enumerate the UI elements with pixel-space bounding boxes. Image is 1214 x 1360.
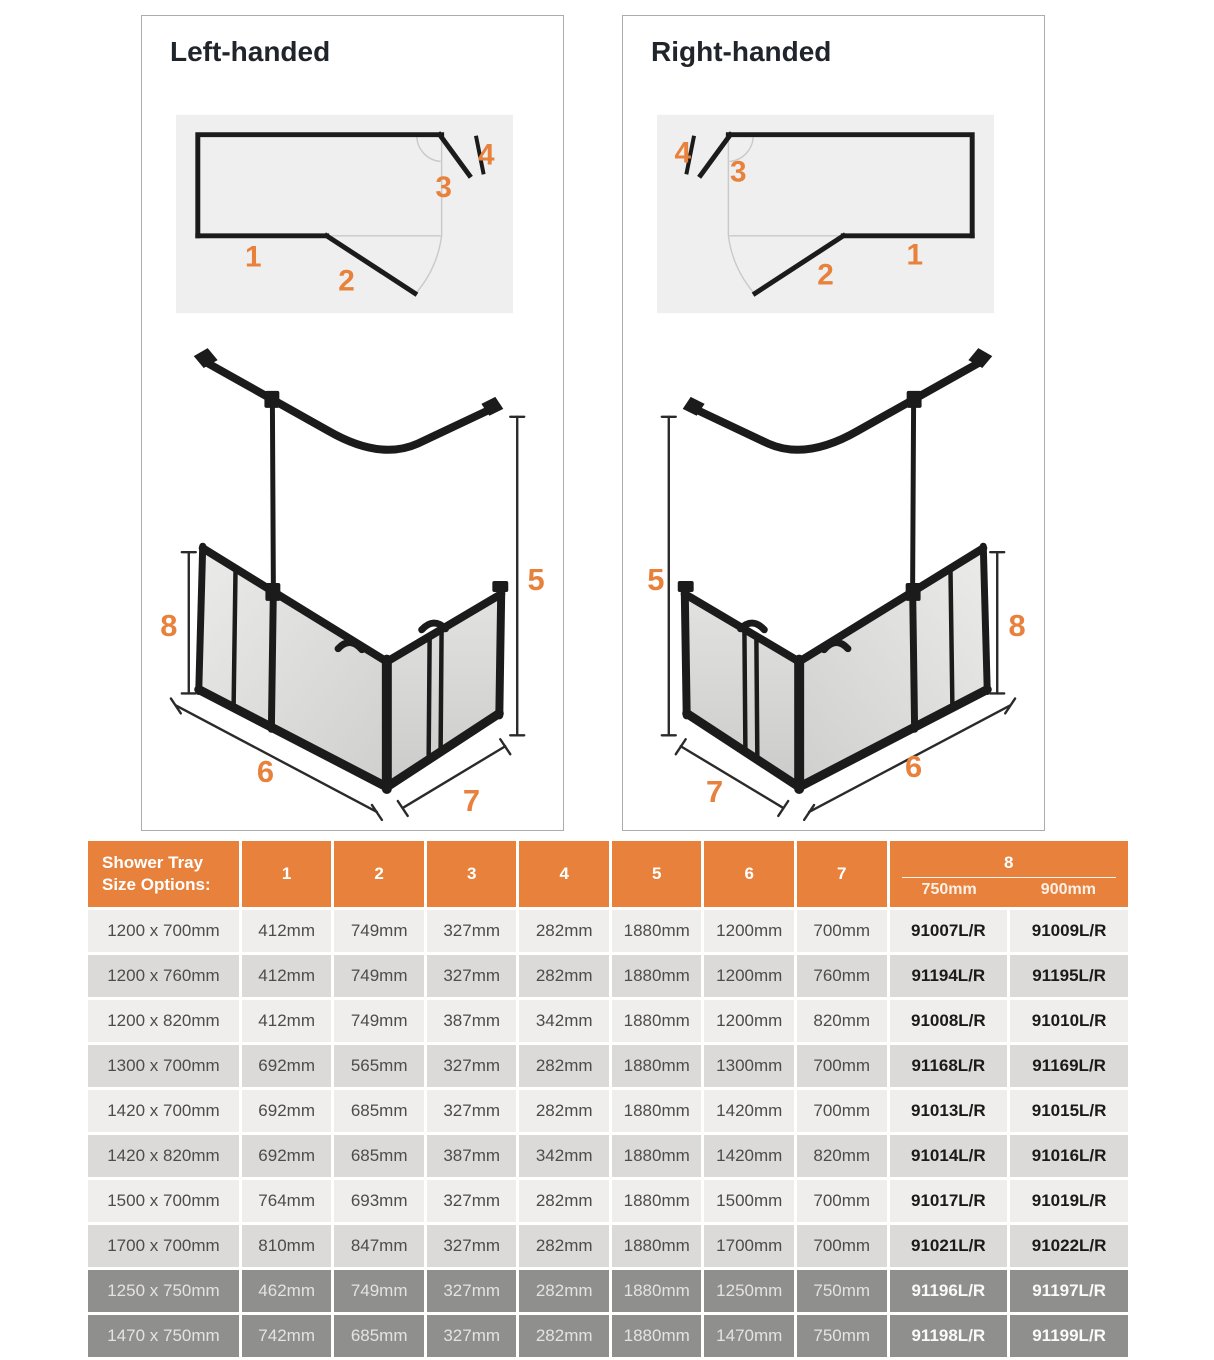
value-cell: 1700mm [704, 1225, 794, 1267]
value-cell: 1880mm [612, 1315, 702, 1357]
code-cell-900: 91169L/R [1010, 1045, 1128, 1087]
dim-label-5: 5 [527, 561, 545, 597]
value-cell: 700mm [797, 1090, 887, 1132]
table-row [88, 910, 1128, 952]
value-cell: 685mm [334, 1090, 424, 1132]
code-cell-900: 91197L/R [1010, 1270, 1128, 1312]
plan-label-3: 3 [435, 171, 452, 205]
value-cell: 387mm [427, 1135, 517, 1177]
size-options-table [85, 838, 1131, 1360]
value-cell: 327mm [427, 1225, 517, 1267]
left-handed-iso-diagram [142, 346, 563, 826]
size-cell: 1420 x 820mm [88, 1135, 239, 1177]
value-cell: 412mm [242, 910, 332, 952]
value-cell: 1880mm [612, 955, 702, 997]
value-cell: 1880mm [612, 1090, 702, 1132]
code-cell-900: 91009L/R [1010, 910, 1128, 952]
table-row [88, 1315, 1128, 1357]
value-cell: 327mm [427, 910, 517, 952]
value-cell: 700mm [797, 1225, 887, 1267]
value-cell: 1250mm [704, 1270, 794, 1312]
value-cell: 742mm [242, 1315, 332, 1357]
table-row [88, 1000, 1128, 1042]
left-handed-plan-diagram [176, 114, 513, 314]
code-cell-900: 91016L/R [1010, 1135, 1128, 1177]
size-cell: 1500 x 700mm [88, 1180, 239, 1222]
size-cell: 1200 x 760mm [88, 955, 239, 997]
plan-label-2: 2 [817, 258, 834, 292]
value-cell: 282mm [519, 1315, 609, 1357]
value-cell: 749mm [334, 1000, 424, 1042]
value-cell: 412mm [242, 955, 332, 997]
header-col-3: 3 [427, 841, 517, 907]
value-cell: 749mm [334, 910, 424, 952]
value-cell: 282mm [519, 910, 609, 952]
value-cell: 750mm [797, 1315, 887, 1357]
value-cell: 749mm [334, 955, 424, 997]
table-row [88, 1045, 1128, 1087]
value-cell: 327mm [427, 955, 517, 997]
size-cell: 1300 x 700mm [88, 1045, 239, 1087]
value-cell: 1880mm [612, 1180, 702, 1222]
table-row [88, 955, 1128, 997]
value-cell: 1200mm [704, 910, 794, 952]
header-size-options: Shower Tray Size Options: [88, 841, 239, 907]
right-handed-iso-diagram [623, 346, 1044, 826]
value-cell: 700mm [797, 1180, 887, 1222]
value-cell: 685mm [334, 1315, 424, 1357]
right-handed-title: Right-handed [651, 36, 832, 67]
value-cell: 327mm [427, 1045, 517, 1087]
code-cell-750: 91168L/R [890, 1045, 1008, 1087]
size-cell: 1250 x 750mm [88, 1270, 239, 1312]
value-cell: 282mm [519, 1180, 609, 1222]
value-cell: 1300mm [704, 1045, 794, 1087]
value-cell: 760mm [797, 955, 887, 997]
value-cell: 847mm [334, 1225, 424, 1267]
value-cell: 282mm [519, 1090, 609, 1132]
value-cell: 693mm [334, 1180, 424, 1222]
value-cell: 685mm [334, 1135, 424, 1177]
size-cell: 1200 x 820mm [88, 1000, 239, 1042]
value-cell: 1880mm [612, 1225, 702, 1267]
value-cell: 1880mm [612, 1000, 702, 1042]
value-cell: 1880mm [612, 910, 702, 952]
value-cell: 1880mm [612, 1135, 702, 1177]
value-cell: 692mm [242, 1045, 332, 1087]
value-cell: 1500mm [704, 1180, 794, 1222]
size-cell: 1420 x 700mm [88, 1090, 239, 1132]
table-row [88, 1090, 1128, 1132]
value-cell: 1420mm [704, 1135, 794, 1177]
value-cell: 565mm [334, 1045, 424, 1087]
code-cell-750: 91014L/R [890, 1135, 1008, 1177]
value-cell: 282mm [519, 1045, 609, 1087]
code-cell-750: 91007L/R [890, 910, 1008, 952]
value-cell: 327mm [427, 1270, 517, 1312]
plan-label-2: 2 [338, 264, 355, 298]
code-cell-900: 91199L/R [1010, 1315, 1128, 1357]
value-cell: 764mm [242, 1180, 332, 1222]
code-cell-900: 91010L/R [1010, 1000, 1128, 1042]
header-col-7: 7 [797, 841, 887, 907]
value-cell: 750mm [797, 1270, 887, 1312]
table-header-row [88, 841, 1128, 907]
value-cell: 462mm [242, 1270, 332, 1312]
code-cell-750: 91013L/R [890, 1090, 1008, 1132]
value-cell: 282mm [519, 955, 609, 997]
header-col-8-900mm: 900mm [1040, 881, 1096, 899]
value-cell: 1420mm [704, 1090, 794, 1132]
code-cell-900: 91195L/R [1010, 955, 1128, 997]
header-col-8-750mm: 750mm [921, 881, 977, 899]
code-cell-750: 91196L/R [890, 1270, 1008, 1312]
header-col-2: 2 [334, 841, 424, 907]
value-cell: 327mm [427, 1315, 517, 1357]
plan-label-4: 4 [477, 138, 495, 172]
value-cell: 1470mm [704, 1315, 794, 1357]
code-cell-900: 91015L/R [1010, 1090, 1128, 1132]
header-col-8-divider [902, 877, 1117, 878]
header-col-8-label: 8 [1004, 852, 1014, 872]
table-row [88, 1225, 1128, 1267]
dim-label-8: 8 [1008, 607, 1026, 643]
header-col-8 [890, 841, 1129, 907]
value-cell: 692mm [242, 1090, 332, 1132]
right-handed-panel [622, 15, 1045, 831]
plan-label-3: 3 [730, 155, 747, 189]
size-cell: 1700 x 700mm [88, 1225, 239, 1267]
dim-label-6: 6 [256, 754, 274, 790]
header-col-5: 5 [612, 841, 702, 907]
dim-label-7: 7 [462, 782, 481, 818]
value-cell: 1200mm [704, 1000, 794, 1042]
left-handed-panel [141, 15, 564, 831]
value-cell: 1880mm [612, 1045, 702, 1087]
value-cell: 820mm [797, 1135, 887, 1177]
code-cell-900: 91022L/R [1010, 1225, 1128, 1267]
plan-label-1: 1 [245, 240, 262, 274]
header-col-6: 6 [704, 841, 794, 907]
table-row [88, 1135, 1128, 1177]
value-cell: 1880mm [612, 1270, 702, 1312]
value-cell: 810mm [242, 1225, 332, 1267]
value-cell: 342mm [519, 1135, 609, 1177]
dim-label-7: 7 [705, 773, 724, 809]
code-cell-750: 91198L/R [890, 1315, 1008, 1357]
code-cell-750: 91021L/R [890, 1225, 1008, 1267]
value-cell: 282mm [519, 1225, 609, 1267]
plan-label-1: 1 [906, 238, 923, 272]
value-cell: 282mm [519, 1270, 609, 1312]
value-cell: 327mm [427, 1090, 517, 1132]
plan-label-4: 4 [674, 136, 692, 170]
left-handed-title: Left-handed [170, 36, 331, 67]
value-cell: 692mm [242, 1135, 332, 1177]
size-cell: 1200 x 700mm [88, 910, 239, 952]
value-cell: 327mm [427, 1180, 517, 1222]
size-cell: 1470 x 750mm [88, 1315, 239, 1357]
code-cell-750: 91008L/R [890, 1000, 1008, 1042]
value-cell: 749mm [334, 1270, 424, 1312]
value-cell: 387mm [427, 1000, 517, 1042]
value-cell: 820mm [797, 1000, 887, 1042]
code-cell-750: 91194L/R [890, 955, 1008, 997]
right-handed-plan-diagram [657, 114, 994, 314]
value-cell: 700mm [797, 910, 887, 952]
value-cell: 1200mm [704, 955, 794, 997]
table-row [88, 1180, 1128, 1222]
table-row [88, 1270, 1128, 1312]
dim-label-8: 8 [160, 607, 178, 643]
header-col-4: 4 [519, 841, 609, 907]
code-cell-900: 91019L/R [1010, 1180, 1128, 1222]
header-col-1: 1 [242, 841, 332, 907]
dim-label-6: 6 [905, 749, 923, 785]
dim-label-5: 5 [647, 561, 665, 597]
code-cell-750: 91017L/R [890, 1180, 1008, 1222]
value-cell: 342mm [519, 1000, 609, 1042]
value-cell: 700mm [797, 1045, 887, 1087]
value-cell: 412mm [242, 1000, 332, 1042]
